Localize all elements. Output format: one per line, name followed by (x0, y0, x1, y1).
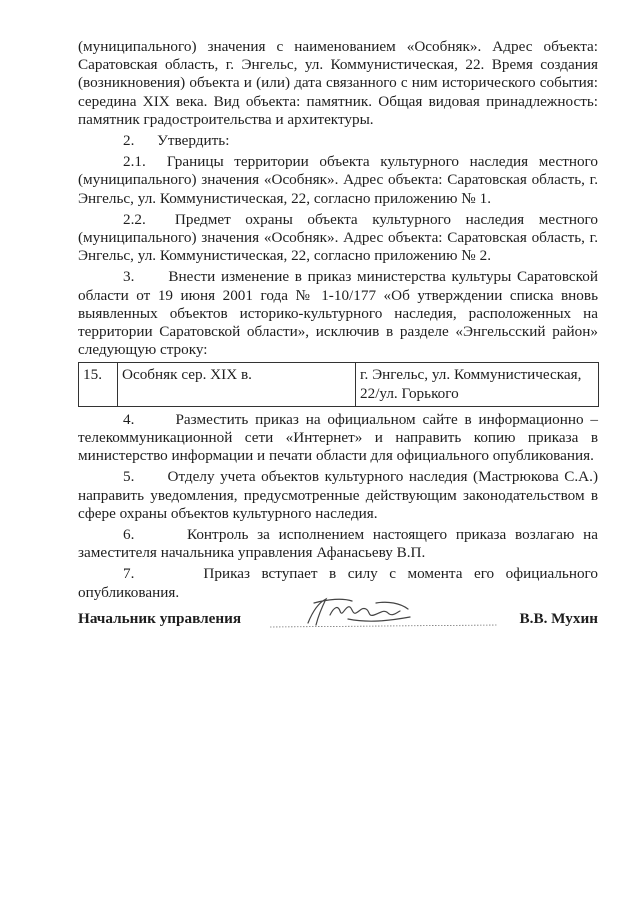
signatory-name: В.В. Мухин (519, 610, 598, 627)
entry-address-cell: г. Энгельс, ул. Коммунистическая, 22/ул. Горького (356, 363, 599, 406)
paragraph-object-description: (муниципального) значения с наименованием «Особняк». Адрес объекта: Саратовская область, г. Энгельс, ул. Коммунистическая, 22. Время создания (возникновения) объекта и (или) дата связанного с ним исторического события: середина XIX века. Вид объекта: памятник. Общая видовая принадлежность: памятник градостроительства и архитектуры. (78, 38, 598, 128)
table-row (79, 363, 599, 406)
paragraph-item-4: 4. Разместить приказ на официальном сайте в информационно – телекоммуникационной сети «Интернет» и направить копию приказа в министерство информации и печати области для официального опубликования. (78, 410, 598, 465)
paragraph-item-2-1: 2.1. Границы территории объекта культурного наследия местного (муниципального) значения «Особняк». Адрес объекта: Саратовская область, г. Энгельс, ул. Коммунистическая, 22, согласно приложению № 1. (78, 153, 598, 207)
entry-number-cell: 15. (79, 363, 118, 406)
handwritten-signature (248, 593, 498, 635)
paragraph-item-5: 5. Отделу учета объектов культурного наследия (Мастрюкова С.А.) направить уведомления, предусмотренные действующим законодательством в сфере охраны объектов культурного наследия. (78, 468, 598, 522)
document-body (78, 38, 598, 605)
entry-name-cell: Особняк сер. XIX в. (118, 363, 356, 406)
signatory-role: Начальник управления (78, 610, 242, 627)
paragraph-item-7: 7. Приказ вступает в силу с момента его официального опубликования. (78, 565, 598, 601)
paragraph-item-2-2: 2.2. Предмет охраны объекта культурного наследия местного (муниципального) значения «Особняк». Адрес объекта: Саратовская область, г. Энгельс, ул. Коммунистическая, 22, согласно приложению № 2. (78, 210, 598, 265)
excluded-entry-table (78, 362, 599, 406)
paragraph-item-6: 6. Контроль за исполнением настоящего приказа возлагаю на заместителя начальника управления Афанасьеву В.П. (78, 526, 598, 562)
paragraph-item-3: 3. Внести изменение в приказ министерства культуры Саратовской области от 19 июня 2001 года № 1-10/177 «Об утверждении списка вновь выявленных объектов историко-культурного наследия, расположенных на территории Саратовской области», исключив в разделе «Энгельсский район» следующую строку: (78, 268, 598, 359)
paragraph-item-2: 2. Утвердить: (123, 132, 230, 150)
